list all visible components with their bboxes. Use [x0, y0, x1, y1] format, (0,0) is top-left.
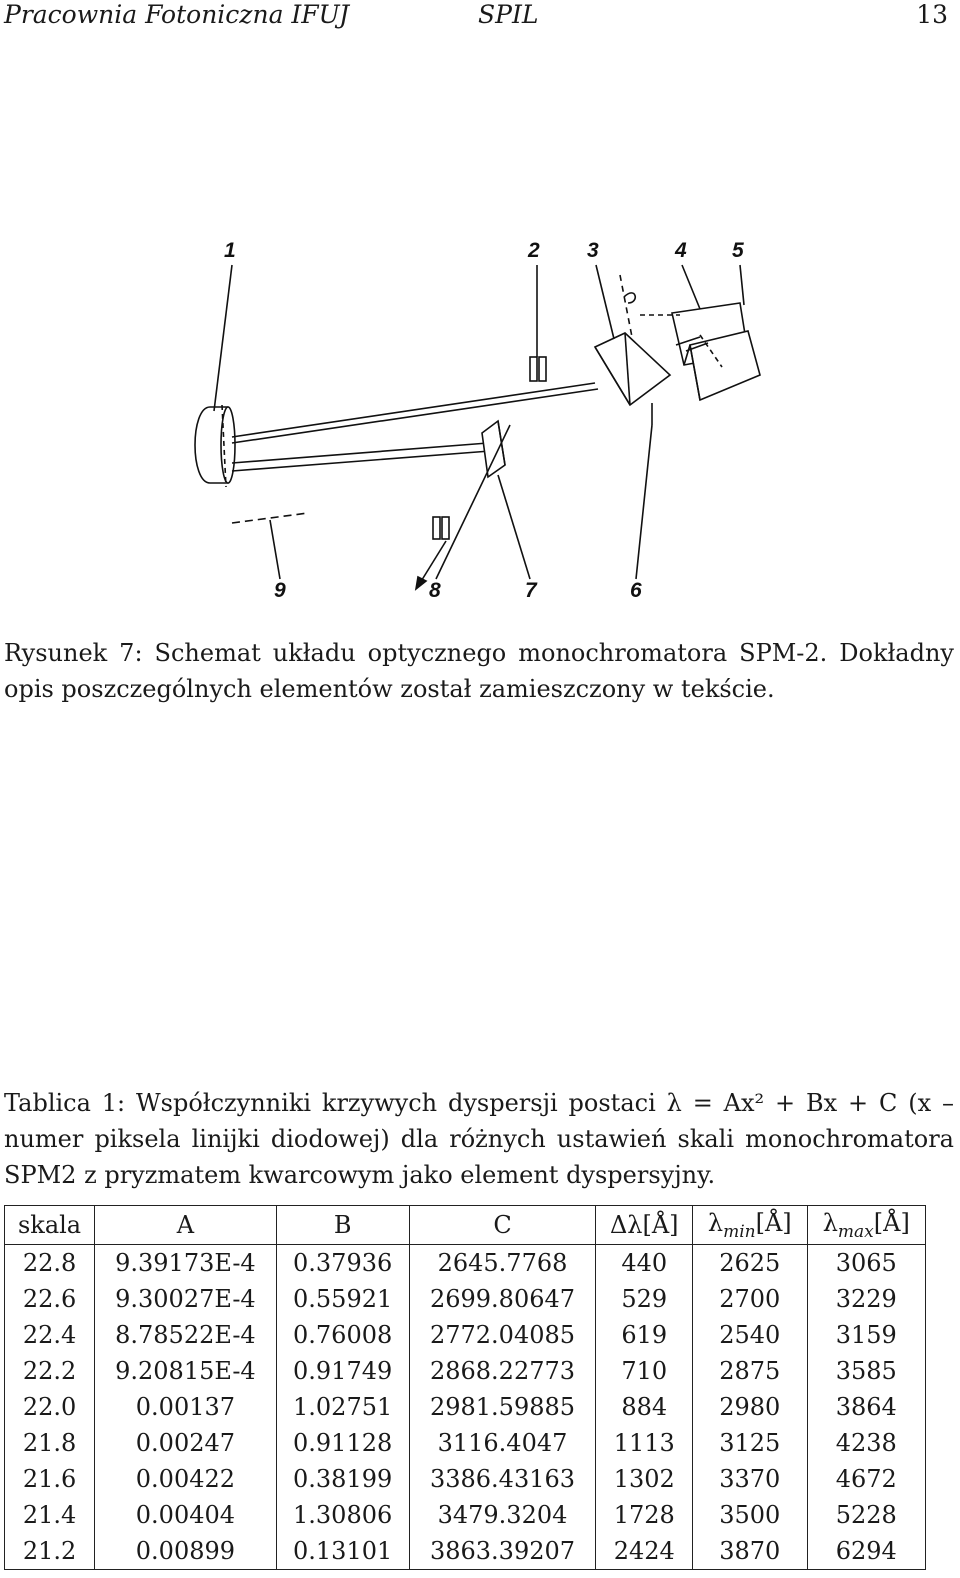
table-cell: 3500 — [693, 1497, 808, 1533]
figure-label-8: 8 — [429, 579, 441, 602]
table-cell: 884 — [596, 1389, 693, 1425]
column-header: $\lambda_{max}[Å]$ — [807, 1206, 925, 1245]
table-cell: 21.4 — [5, 1497, 95, 1533]
table-cell: 3863.39207 — [409, 1533, 596, 1570]
table-cell: 0.91128 — [276, 1425, 409, 1461]
table-cell: 1.02751 — [276, 1389, 409, 1425]
table-cell: 3370 — [693, 1461, 808, 1497]
table-cell: 3159 — [807, 1317, 925, 1353]
table-cell: 440 — [596, 1245, 693, 1282]
table-cell: 0.00422 — [95, 1461, 277, 1497]
table-cell: 0.76008 — [276, 1317, 409, 1353]
table-cell: 21.8 — [5, 1425, 95, 1461]
table-cell: 2700 — [693, 1281, 808, 1317]
table-caption: Tablica 1: Współczynniki krzywych dyspersji postaci λ = Ax² + Bx + C (x – numer piksela linijki diodowej) dla różnych ustawień skali monochromatora SPM2 z pryzmatem kwarcowym jako element dyspersyjny. — [4, 1089, 954, 1189]
figure-label-2: 2 — [528, 239, 540, 262]
table-cell: 2875 — [693, 1353, 808, 1389]
table-cell: 3386.43163 — [409, 1461, 596, 1497]
table-row — [5, 1533, 926, 1570]
header-lab-name: Pracownia Fotoniczna IFUJ — [4, 0, 350, 29]
table-cell: 21.2 — [5, 1533, 95, 1570]
table-cell: 4672 — [807, 1461, 925, 1497]
figure-caption: Rysunek 7: Schemat układu optycznego monochromatora SPM-2. Dokładny opis poszczególnych elementów został zamieszczony w tekście. — [4, 639, 954, 703]
table-cell: 1113 — [596, 1425, 693, 1461]
dispersion-coefficients-table — [4, 1205, 926, 1570]
table-cell: 529 — [596, 1281, 693, 1317]
table-row — [5, 1353, 926, 1389]
table-cell: 0.00247 — [95, 1425, 277, 1461]
table-cell: 0.38199 — [276, 1461, 409, 1497]
table-cell: 9.39173E-4 — [95, 1245, 277, 1282]
column-header: A — [95, 1206, 277, 1245]
table-cell: 2772.04085 — [409, 1317, 596, 1353]
figure-label-6: 6 — [630, 579, 642, 602]
table-cell: 0.00137 — [95, 1389, 277, 1425]
table-cell: 2981.59885 — [409, 1389, 596, 1425]
column-header: skala — [5, 1206, 95, 1245]
header-section: SPIL — [478, 0, 539, 29]
table-cell: 2540 — [693, 1317, 808, 1353]
figure-label-1: 1 — [224, 239, 236, 262]
figure-label-4: 4 — [675, 239, 687, 262]
table-body — [5, 1245, 926, 1570]
table-cell: 2424 — [596, 1533, 693, 1570]
table-row — [5, 1281, 926, 1317]
table-cell: 6294 — [807, 1533, 925, 1570]
table-row — [5, 1245, 926, 1282]
table-cell: 8.78522E-4 — [95, 1317, 277, 1353]
table-cell: 0.00404 — [95, 1497, 277, 1533]
table-row — [5, 1461, 926, 1497]
table-cell: 619 — [596, 1317, 693, 1353]
table-cell: 3065 — [807, 1245, 925, 1282]
figure-label-9: 9 — [274, 579, 286, 602]
table-row — [5, 1425, 926, 1461]
column-header: C — [409, 1206, 596, 1245]
page-header — [0, 0, 960, 30]
table-cell: 710 — [596, 1353, 693, 1389]
table-cell: 3125 — [693, 1425, 808, 1461]
table-row — [5, 1317, 926, 1353]
table-row — [5, 1497, 926, 1533]
table-cell: 22.4 — [5, 1317, 95, 1353]
table-cell: 3479.3204 — [409, 1497, 596, 1533]
table-cell: 3870 — [693, 1533, 808, 1570]
table-cell: 9.20815E-4 — [95, 1353, 277, 1389]
table-cell: 2699.80647 — [409, 1281, 596, 1317]
table-cell: 1302 — [596, 1461, 693, 1497]
table-cell: 3229 — [807, 1281, 925, 1317]
table-row — [5, 1389, 926, 1425]
column-header: Δλ[Å] — [596, 1206, 693, 1245]
table-cell: 2645.7768 — [409, 1245, 596, 1282]
table-header-row — [5, 1206, 926, 1245]
table-cell: 22.0 — [5, 1389, 95, 1425]
table-cell: 3116.4047 — [409, 1425, 596, 1461]
table-cell: 3864 — [807, 1389, 925, 1425]
table-cell: 0.37936 — [276, 1245, 409, 1282]
monochromator-diagram — [0, 225, 960, 605]
table-cell: 2625 — [693, 1245, 808, 1282]
table-cell: 5228 — [807, 1497, 925, 1533]
table-cell: 9.30027E-4 — [95, 1281, 277, 1317]
page-number: 13 — [916, 0, 948, 29]
table-cell: 0.55921 — [276, 1281, 409, 1317]
table-cell: 2980 — [693, 1389, 808, 1425]
table-cell: 1.30806 — [276, 1497, 409, 1533]
table-cell: 22.2 — [5, 1353, 95, 1389]
table-cell: 0.91749 — [276, 1353, 409, 1389]
table-cell: 1728 — [596, 1497, 693, 1533]
column-header: $\lambda_{min}[Å]$ — [693, 1206, 808, 1245]
figure-label-7: 7 — [525, 579, 537, 602]
figure-label-3: 3 — [587, 239, 599, 262]
table-cell: 0.13101 — [276, 1533, 409, 1570]
table-cell: 0.00899 — [95, 1533, 277, 1570]
table-cell: 2868.22773 — [409, 1353, 596, 1389]
table-cell: 3585 — [807, 1353, 925, 1389]
table-cell: 22.6 — [5, 1281, 95, 1317]
table-cell: 4238 — [807, 1425, 925, 1461]
table-cell: 22.8 — [5, 1245, 95, 1282]
figure-label-5: 5 — [732, 239, 744, 262]
column-header: B — [276, 1206, 409, 1245]
table-cell: 21.6 — [5, 1461, 95, 1497]
